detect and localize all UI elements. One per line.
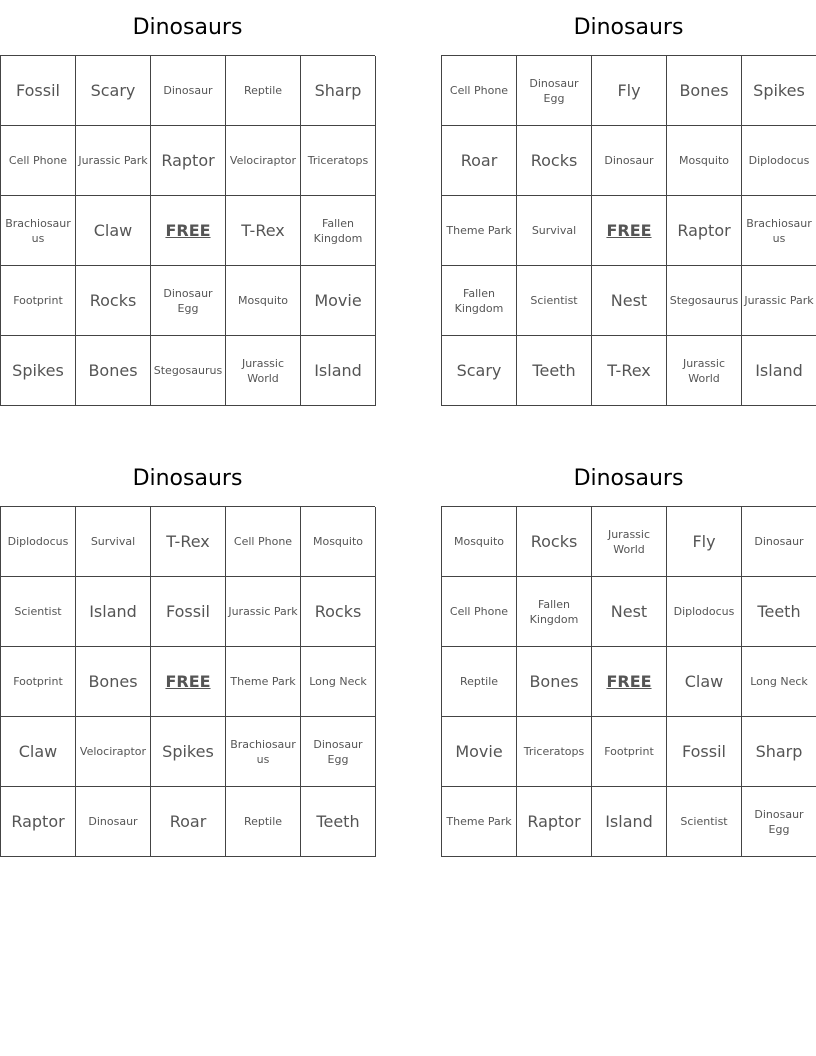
bingo-cell: Triceratops	[517, 717, 592, 787]
bingo-cell: Dinosaur	[592, 126, 667, 196]
bingo-cell: Raptor	[151, 126, 226, 196]
bingo-cell: Cell Phone	[442, 56, 517, 126]
bingo-cell: Brachiosaurus	[742, 196, 816, 266]
bingo-cell: Reptile	[226, 56, 301, 126]
bingo-card-3	[0, 451, 375, 857]
bingo-cell: Long Neck	[301, 647, 376, 717]
bingo-cell: Cell Phone	[226, 507, 301, 577]
bingo-cell: Reptile	[442, 647, 517, 717]
bingo-cell: Roar	[151, 787, 226, 857]
bingo-cell: Sharp	[301, 56, 376, 126]
bingo-cell: Nest	[592, 577, 667, 647]
bingo-cell: Jurassic World	[226, 336, 301, 406]
bingo-cell: Dinosaur Egg	[742, 787, 816, 857]
bingo-grid	[441, 55, 816, 406]
card-title: Dinosaurs	[573, 466, 684, 491]
bingo-cell: Scary	[442, 336, 517, 406]
bingo-cell: Island	[742, 336, 816, 406]
bingo-cell: Dinosaur Egg	[151, 266, 226, 336]
bingo-cell: Scientist	[667, 787, 742, 857]
bingo-cell: Dinosaur	[742, 507, 816, 577]
bingo-cell: Jurassic Park	[742, 266, 816, 336]
bingo-cell: Mosquito	[226, 266, 301, 336]
bingo-cell: Diplodocus	[742, 126, 816, 196]
bingo-cell: Raptor	[517, 787, 592, 857]
bingo-cell: Triceratops	[301, 126, 376, 196]
bingo-cell: Dinosaur	[151, 56, 226, 126]
bingo-cell: Jurassic World	[592, 507, 667, 577]
bingo-cell: Island	[592, 787, 667, 857]
bingo-cell: Fly	[667, 507, 742, 577]
bingo-cell: Cell Phone	[1, 126, 76, 196]
bingo-cell: Footprint	[1, 647, 76, 717]
bingo-cell: Island	[301, 336, 376, 406]
bingo-cell: Roar	[442, 126, 517, 196]
free-space-cell: FREE	[592, 647, 667, 717]
bingo-cell: Stegosaurus	[151, 336, 226, 406]
bingo-cell: T-Rex	[226, 196, 301, 266]
bingo-cell: Footprint	[1, 266, 76, 336]
bingo-cell: Reptile	[226, 787, 301, 857]
bingo-cell: Spikes	[742, 56, 816, 126]
bingo-cell: Raptor	[667, 196, 742, 266]
bingo-cell: Survival	[517, 196, 592, 266]
bingo-cell: Rocks	[517, 507, 592, 577]
bingo-cell: Fossil	[1, 56, 76, 126]
bingo-cell: Theme Park	[442, 196, 517, 266]
bingo-cell: Bones	[667, 56, 742, 126]
bingo-cell: Rocks	[76, 266, 151, 336]
bingo-cell: Spikes	[151, 717, 226, 787]
bingo-cell: Bones	[76, 336, 151, 406]
bingo-cell: Sharp	[742, 717, 816, 787]
bingo-cell: Island	[76, 577, 151, 647]
bingo-cell: Dinosaur Egg	[301, 717, 376, 787]
bingo-cell: T-Rex	[151, 507, 226, 577]
bingo-cell: Rocks	[517, 126, 592, 196]
bingo-cell: Jurassic World	[667, 336, 742, 406]
bingo-cell: Diplodocus	[1, 507, 76, 577]
free-space-cell: FREE	[151, 647, 226, 717]
bingo-cell: Mosquito	[442, 507, 517, 577]
bingo-cell: Fossil	[151, 577, 226, 647]
bingo-cell: Movie	[442, 717, 517, 787]
bingo-card-1	[0, 0, 375, 406]
bingo-cell: Jurassic Park	[226, 577, 301, 647]
bingo-cell: Mosquito	[667, 126, 742, 196]
bingo-cell: Teeth	[301, 787, 376, 857]
bingo-cell: Fallen Kingdom	[301, 196, 376, 266]
bingo-cell: Velociraptor	[76, 717, 151, 787]
bingo-cell: Teeth	[517, 336, 592, 406]
bingo-cell: Theme Park	[226, 647, 301, 717]
bingo-cell: Brachiosaurus	[226, 717, 301, 787]
bingo-cell: Claw	[667, 647, 742, 717]
bingo-cell: Footprint	[592, 717, 667, 787]
bingo-cell: T-Rex	[592, 336, 667, 406]
card-title: Dinosaurs	[573, 15, 684, 40]
bingo-cell: Dinosaur Egg	[517, 56, 592, 126]
card-title: Dinosaurs	[132, 466, 243, 491]
bingo-grid	[0, 506, 375, 857]
bingo-cell: Mosquito	[301, 507, 376, 577]
bingo-cell: Scary	[76, 56, 151, 126]
bingo-cell: Stegosaurus	[667, 266, 742, 336]
bingo-cell: Spikes	[1, 336, 76, 406]
bingo-cell: Scientist	[1, 577, 76, 647]
bingo-cell: Fallen Kingdom	[517, 577, 592, 647]
bingo-cell: Survival	[76, 507, 151, 577]
bingo-cell: Teeth	[742, 577, 816, 647]
bingo-cell: Jurassic Park	[76, 126, 151, 196]
bingo-cell: Raptor	[1, 787, 76, 857]
bingo-card-4	[441, 451, 816, 857]
bingo-grid	[441, 506, 816, 857]
free-space-cell: FREE	[592, 196, 667, 266]
bingo-cell: Scientist	[517, 266, 592, 336]
bingo-cell: Fallen Kingdom	[442, 266, 517, 336]
free-space-cell: FREE	[151, 196, 226, 266]
bingo-cell: Bones	[76, 647, 151, 717]
bingo-cell: Cell Phone	[442, 577, 517, 647]
bingo-cell: Fossil	[667, 717, 742, 787]
bingo-cell: Movie	[301, 266, 376, 336]
bingo-cell: Brachiosaurus	[1, 196, 76, 266]
card-title: Dinosaurs	[132, 15, 243, 40]
bingo-cell: Velociraptor	[226, 126, 301, 196]
bingo-cell: Diplodocus	[667, 577, 742, 647]
bingo-cell: Bones	[517, 647, 592, 717]
bingo-cell: Long Neck	[742, 647, 816, 717]
bingo-cell: Dinosaur	[76, 787, 151, 857]
bingo-cell: Rocks	[301, 577, 376, 647]
bingo-cell: Nest	[592, 266, 667, 336]
bingo-cell: Fly	[592, 56, 667, 126]
bingo-grid	[0, 55, 375, 406]
bingo-cell: Claw	[1, 717, 76, 787]
bingo-cell: Claw	[76, 196, 151, 266]
bingo-cell: Theme Park	[442, 787, 517, 857]
bingo-card-2	[441, 0, 816, 406]
